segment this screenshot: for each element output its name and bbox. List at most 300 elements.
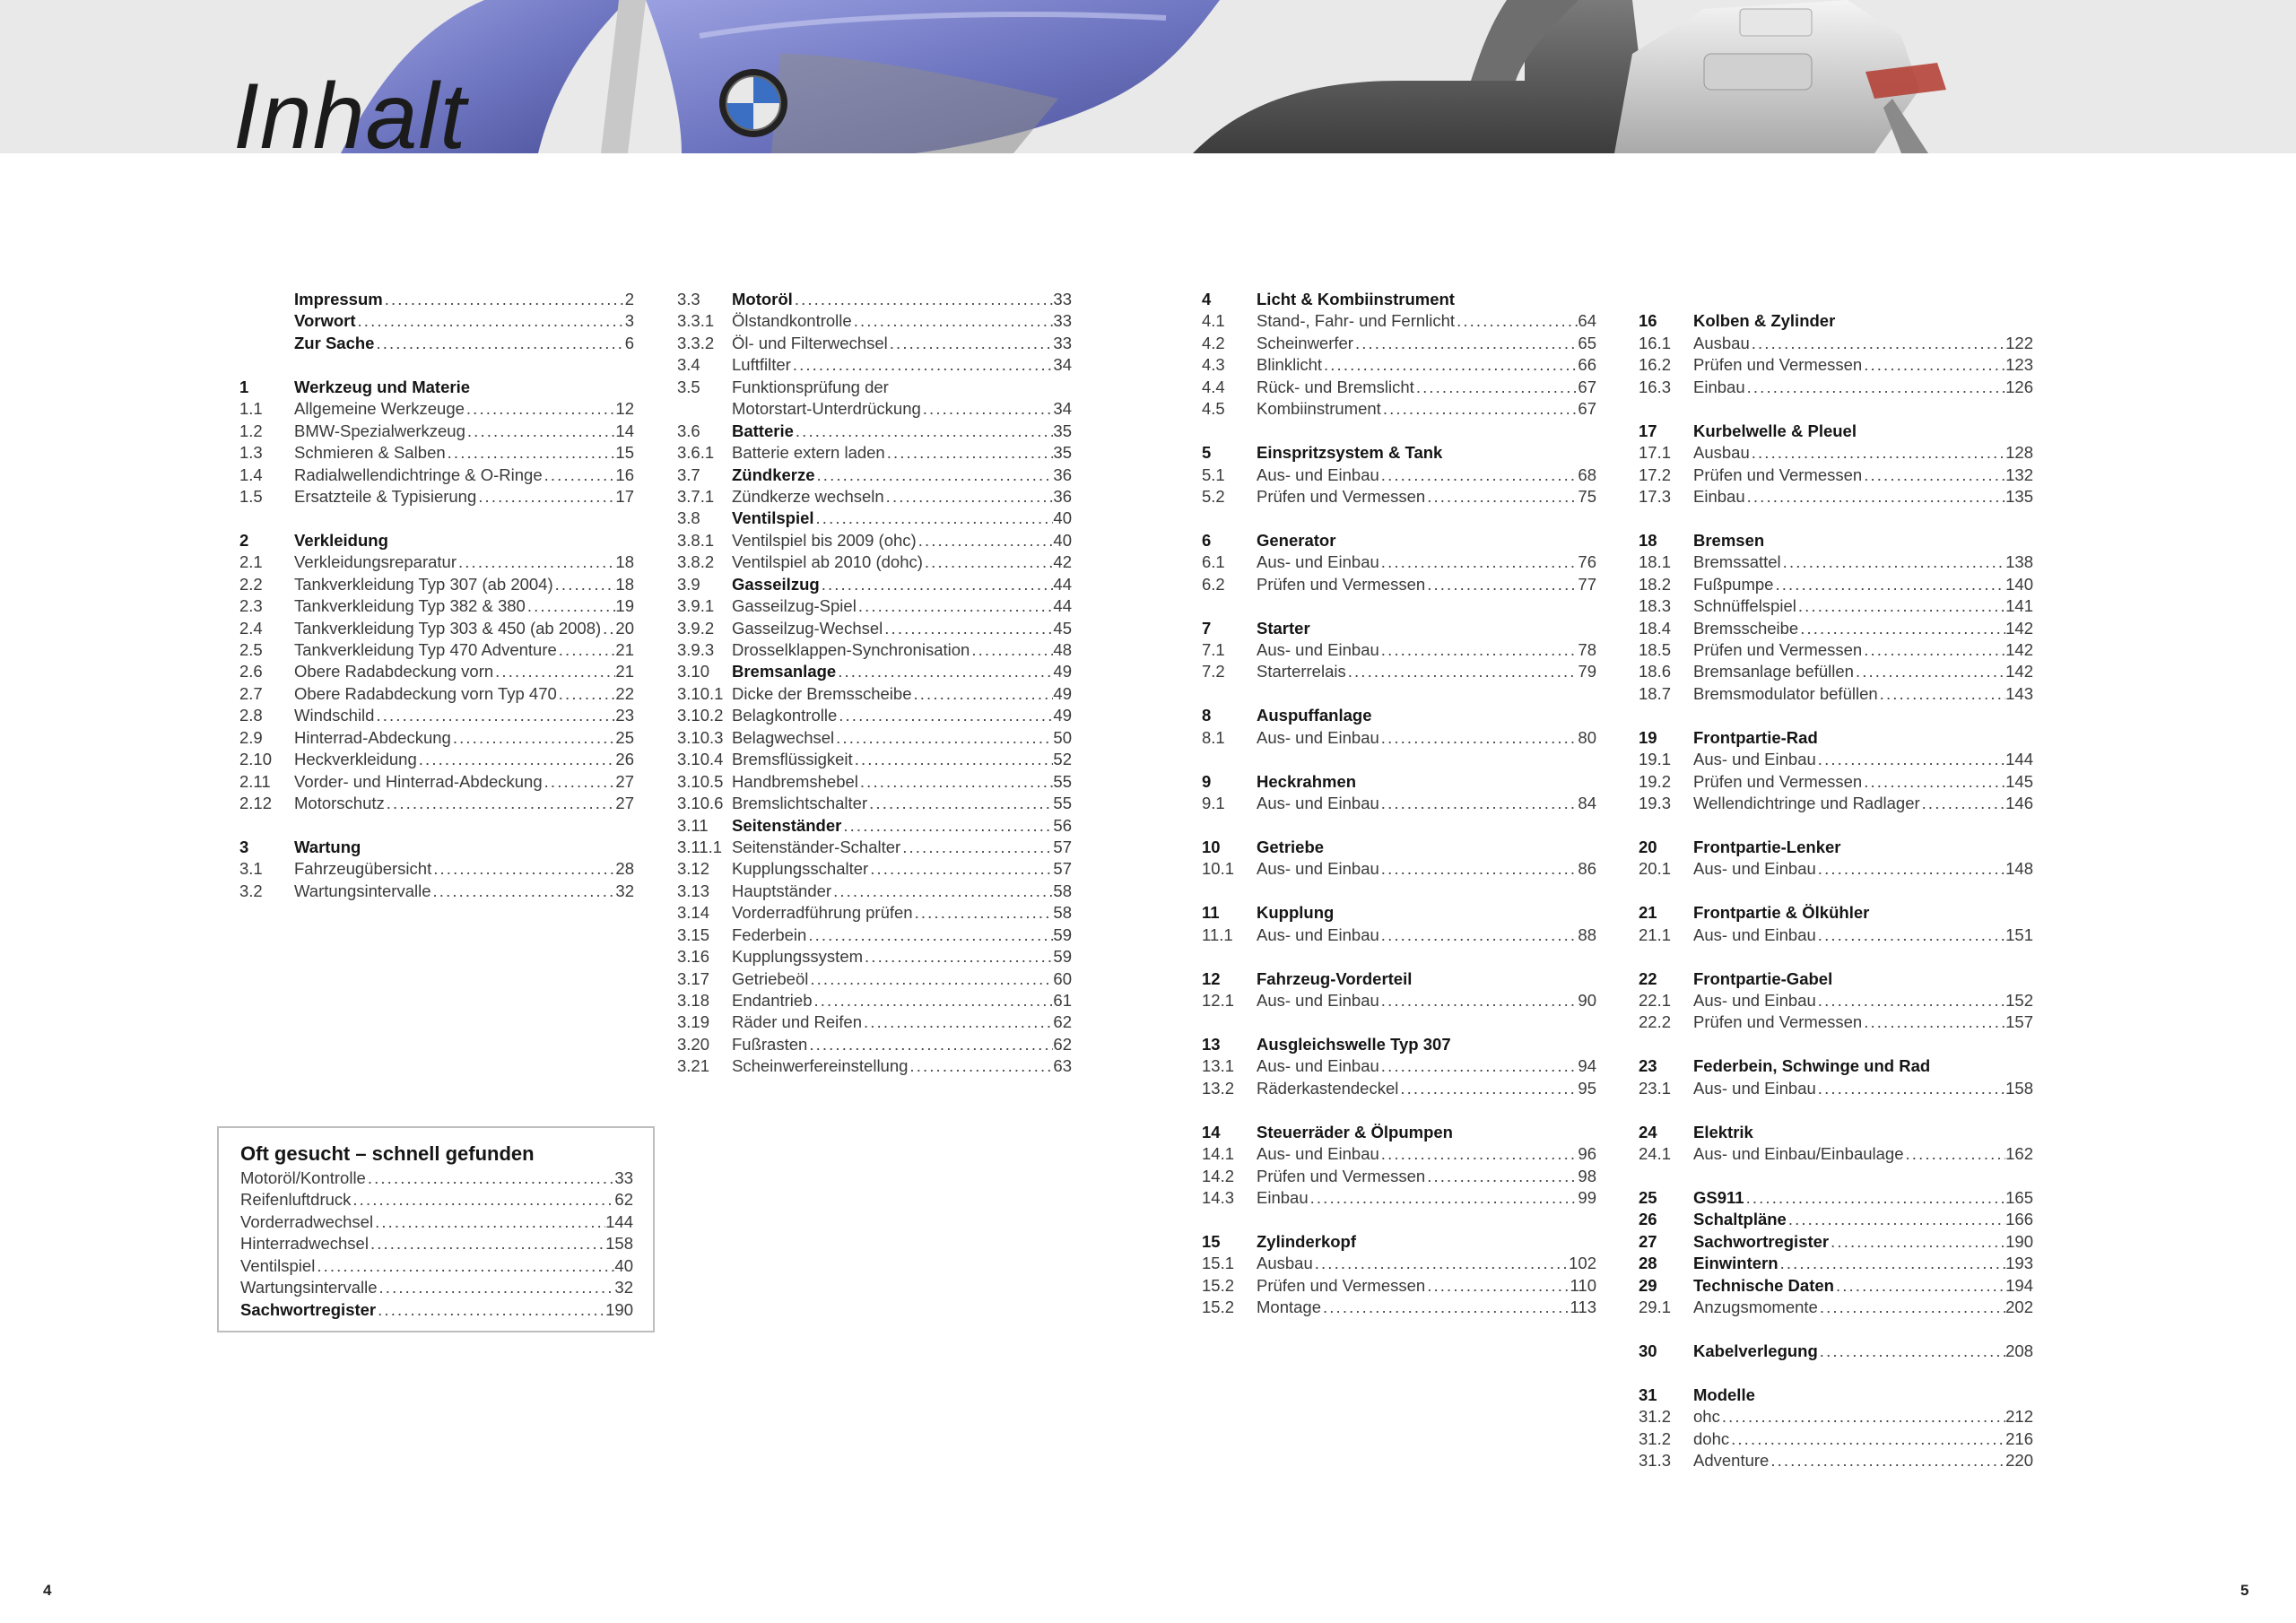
toc-number: 1.3 <box>239 443 263 463</box>
toc-leader-dots <box>1379 464 1578 486</box>
toc-label: Aus- und Einbau <box>1693 991 1816 1010</box>
toc-entry[interactable] <box>1639 683 2033 705</box>
toc-chapter-heading[interactable] <box>1639 421 2033 442</box>
toc-entry[interactable] <box>677 595 1072 617</box>
quick-find-page: 158 <box>605 1234 633 1254</box>
toc-number: 31.2 <box>1639 1407 1672 1427</box>
toc-entry[interactable] <box>1639 574 2033 595</box>
toc-entry[interactable] <box>1639 1297 2033 1318</box>
toc-entry[interactable] <box>677 902 1072 924</box>
toc-entry[interactable] <box>677 464 1072 486</box>
toc-label: Windschild <box>294 706 375 725</box>
toc-entry[interactable] <box>239 464 634 486</box>
toc-entry[interactable] <box>677 793 1072 814</box>
toc-number: 1.2 <box>239 421 263 440</box>
toc-number: 3.10.6 <box>677 794 724 813</box>
toc-entry[interactable] <box>1639 1428 2033 1450</box>
toc-leader-dots <box>369 1233 605 1254</box>
toc-entry[interactable] <box>239 858 634 880</box>
toc-entry[interactable] <box>1639 1143 2033 1165</box>
toc-entry[interactable] <box>677 442 1072 464</box>
toc-page-number: 25 <box>615 727 634 747</box>
toc-entry[interactable] <box>677 683 1072 705</box>
toc-leader-dots <box>970 639 1053 661</box>
toc-entry[interactable] <box>1639 1406 2033 1428</box>
toc-entry[interactable] <box>239 771 634 793</box>
toc-number: 4.2 <box>1202 333 1225 352</box>
toc-spacer <box>1202 508 1596 529</box>
toc-entry[interactable] <box>1202 486 1596 508</box>
toc-chapter-heading[interactable] <box>1639 1341 2033 1362</box>
toc-entry[interactable] <box>239 442 634 464</box>
toc-entry[interactable] <box>677 618 1072 639</box>
toc-number: 18.4 <box>1639 618 1672 638</box>
toc-leader-dots <box>451 727 616 749</box>
toc-label: Handbremshebel <box>732 771 858 791</box>
toc-chapter-heading[interactable] <box>1202 289 1596 310</box>
toc-entry[interactable] <box>677 551 1072 573</box>
toc-label: Anzugsmomente <box>1693 1298 1818 1317</box>
toc-entry[interactable] <box>239 551 634 573</box>
toc-entry[interactable] <box>239 574 634 595</box>
toc-spacer <box>1202 749 1596 770</box>
toc-entry[interactable] <box>239 661 634 682</box>
toc-chapter-heading[interactable] <box>1639 902 2033 924</box>
toc-spacer <box>1202 421 1596 442</box>
toc-label: ohc <box>1693 1407 1720 1427</box>
quick-find-item[interactable] <box>240 1233 633 1254</box>
toc-entry[interactable] <box>239 683 634 705</box>
toc-entry[interactable] <box>1639 1450 2033 1471</box>
toc-leader-dots <box>431 881 616 902</box>
toc-leader-dots <box>1322 354 1578 376</box>
toc-leader-dots <box>1854 661 2005 682</box>
toc-page-number: 79 <box>1578 662 1596 681</box>
toc-page-number: 216 <box>2005 1428 2033 1448</box>
toc-label: Schaltpläne <box>1693 1210 1787 1229</box>
toc-entry[interactable] <box>677 421 1072 442</box>
toc-page-number: 27 <box>615 794 634 813</box>
toc-entry[interactable] <box>677 815 1072 837</box>
toc-number: 29 <box>1639 1275 1657 1295</box>
toc-label: Kolben & Zylinder <box>1693 311 1836 331</box>
toc-label: Tankverkleidung Typ 307 (ab 2004) <box>294 574 553 594</box>
toc-chapter-heading[interactable] <box>1202 968 1596 990</box>
toc-chapter-heading[interactable] <box>1639 968 2033 990</box>
toc-entry[interactable] <box>1202 727 1596 749</box>
toc-number: 6.2 <box>1202 574 1225 594</box>
toc-page-number: 102 <box>1569 1254 1596 1273</box>
toc-entry[interactable] <box>677 639 1072 661</box>
toc-chapter-heading[interactable] <box>1202 837 1596 858</box>
toc-number: 2.7 <box>239 683 263 703</box>
toc-entry[interactable] <box>1639 377 2033 398</box>
toc-page-number: 142 <box>2005 662 2033 681</box>
toc-chapter-heading[interactable] <box>1639 1231 2033 1253</box>
toc-entry[interactable] <box>239 398 634 420</box>
toc-entry[interactable] <box>677 727 1072 749</box>
toc-label: Obere Radabdeckung vorn Typ 470 <box>294 683 557 703</box>
toc-leader-dots <box>1829 1231 2005 1253</box>
toc-leader-dots <box>543 464 616 486</box>
toc-entry[interactable] <box>1639 661 2033 682</box>
toc-entry[interactable] <box>1202 1297 1596 1318</box>
toc-entry[interactable] <box>677 661 1072 682</box>
quick-find-item[interactable] <box>240 1189 633 1211</box>
toc-number: 2.11 <box>239 771 271 791</box>
toc-entry[interactable] <box>1202 377 1596 398</box>
toc-page-number: 190 <box>2005 1231 2033 1251</box>
toc-entry[interactable] <box>239 618 634 639</box>
toc-label: Aus- und Einbau <box>1693 924 1816 944</box>
toc-page-number: 62 <box>1053 1034 1072 1054</box>
toc-number: 23.1 <box>1639 1078 1672 1098</box>
toc-entry[interactable] <box>1639 924 2033 946</box>
toc-entry[interactable] <box>1202 333 1596 354</box>
toc-chapter-heading[interactable] <box>239 377 634 398</box>
quick-find-title: Oft gesucht – schnell gefunden <box>240 1142 535 1165</box>
toc-page-number: 57 <box>1053 859 1072 879</box>
toc-entry[interactable] <box>239 881 634 902</box>
toc-label: Stand-, Fahr- und Fernlicht <box>1257 311 1456 331</box>
toc-leader-dots <box>908 1055 1053 1077</box>
toc-label: Technische Daten <box>1693 1275 1834 1295</box>
toc-leader-dots <box>1425 1166 1578 1187</box>
toc-number: 7.2 <box>1202 662 1225 681</box>
toc-entry[interactable] <box>239 486 634 508</box>
toc-entry[interactable] <box>1639 858 2033 880</box>
toc-entry[interactable] <box>677 377 1072 398</box>
toc-entry[interactable] <box>1202 1143 1596 1165</box>
toc-chapter-heading[interactable] <box>1202 771 1596 793</box>
toc-number: 18.1 <box>1639 552 1672 572</box>
toc-entry[interactable] <box>1202 551 1596 573</box>
toc-entry[interactable] <box>1202 990 1596 1011</box>
toc-entry[interactable] <box>1639 771 2033 793</box>
toc-chapter-heading[interactable] <box>239 530 634 551</box>
toc-entry[interactable] <box>677 946 1072 968</box>
quick-find-label: Ventilspiel <box>240 1255 316 1275</box>
toc-entry[interactable] <box>677 1034 1072 1055</box>
toc-label: Gasseilzug-Spiel <box>732 596 857 616</box>
toc-leader-dots <box>366 1167 615 1189</box>
toc-entry[interactable] <box>1639 464 2033 486</box>
toc-entry[interactable] <box>677 837 1072 858</box>
toc-label: Einspritzsystem & Tank <box>1257 443 1443 463</box>
toc-number: 3.10.1 <box>677 683 724 703</box>
toc-entry[interactable] <box>239 749 634 770</box>
toc-spacer <box>1202 881 1596 902</box>
toc-label: Federbein <box>732 924 807 944</box>
toc-entry[interactable] <box>239 639 634 661</box>
toc-spacer <box>1202 946 1596 968</box>
toc-entry[interactable] <box>677 881 1072 902</box>
toc-label: Adventure <box>1693 1451 1770 1471</box>
toc-number: 3.10.4 <box>677 750 724 769</box>
quick-find-item[interactable] <box>240 1167 633 1189</box>
toc-leader-dots <box>1862 464 2005 486</box>
toc-leader-dots <box>1379 551 1578 573</box>
toc-leader-dots <box>374 333 624 354</box>
toc-leader-dots <box>1313 1253 1569 1274</box>
toc-chapter-heading[interactable] <box>1639 837 2033 858</box>
toc-entry[interactable] <box>1202 1166 1596 1187</box>
toc-leader-dots <box>465 421 616 442</box>
toc-leader-dots <box>1379 990 1578 1011</box>
toc-number: 13.2 <box>1202 1078 1235 1098</box>
quick-find-box <box>217 1126 655 1332</box>
toc-page-number: 44 <box>1053 596 1072 616</box>
toc-number: 3.14 <box>677 903 710 923</box>
toc-chapter-heading[interactable] <box>1639 1055 2033 1077</box>
toc-label: Prüfen und Vermessen <box>1257 574 1426 594</box>
toc-label: Räderkastendeckel <box>1257 1078 1399 1098</box>
toc-chapter-heading[interactable] <box>1639 1275 2033 1297</box>
quick-find-item[interactable] <box>240 1277 633 1298</box>
toc-entry[interactable] <box>1639 749 2033 770</box>
toc-entry[interactable] <box>1202 793 1596 814</box>
toc-number: 18.7 <box>1639 683 1672 703</box>
toc-page-number: 12 <box>615 399 634 419</box>
toc-entry[interactable] <box>1639 354 2033 376</box>
toc-page-number: 48 <box>1053 640 1072 659</box>
page-title: Inhalt <box>233 65 467 169</box>
toc-number: 18 <box>1639 530 1657 550</box>
toc-leader-dots <box>1414 377 1578 398</box>
toc-number: 15.1 <box>1202 1254 1235 1273</box>
toc-number: 29.1 <box>1639 1298 1672 1317</box>
toc-entry[interactable] <box>677 858 1072 880</box>
toc-chapter-heading[interactable] <box>1202 530 1596 551</box>
toc-chapter-heading[interactable] <box>239 837 634 858</box>
toc-entry[interactable] <box>1639 1078 2033 1099</box>
toc-label: Fußrasten <box>732 1034 808 1054</box>
toc-label: Hauptständer <box>732 881 832 900</box>
toc-spacer <box>1639 946 2033 968</box>
toc-entry[interactable] <box>677 574 1072 595</box>
toc-chapter-heading[interactable] <box>1639 1187 2033 1209</box>
toc-label: Fahrzeugübersicht <box>294 859 432 879</box>
toc-entry[interactable] <box>1202 924 1596 946</box>
toc-label: Aus- und Einbau <box>1257 464 1379 484</box>
toc-label: Gasseilzug <box>732 574 820 594</box>
toc-entry[interactable] <box>677 771 1072 793</box>
toc-entry[interactable] <box>1202 354 1596 376</box>
toc-leader-dots <box>888 333 1054 354</box>
toc-leader-dots <box>376 1299 605 1321</box>
toc-entry[interactable] <box>1202 858 1596 880</box>
toc-label: Rück- und Bremslicht <box>1257 377 1414 396</box>
toc-entry[interactable] <box>239 595 634 617</box>
toc-page-number: 94 <box>1578 1056 1596 1076</box>
toc-page-number: 75 <box>1578 486 1596 506</box>
toc-number: 3.16 <box>677 947 710 967</box>
toc-entry[interactable] <box>239 793 634 814</box>
toc-leader-dots <box>923 551 1054 573</box>
toc-entry[interactable] <box>677 705 1072 726</box>
toc-leader-dots <box>1904 1143 2006 1165</box>
quick-find-item[interactable] <box>240 1255 633 1277</box>
toc-number: 2.2 <box>239 574 263 594</box>
toc-label: Werkzeug und Materie <box>294 377 471 396</box>
toc-number: 4.1 <box>1202 311 1225 331</box>
toc-page-number: 57 <box>1053 837 1072 856</box>
toc-number: 16 <box>1639 311 1657 331</box>
toc-entry[interactable] <box>1202 639 1596 661</box>
toc-leader-dots <box>794 421 1054 442</box>
toc-chapter-heading[interactable] <box>1639 530 2033 551</box>
toc-number: 3 <box>239 837 249 856</box>
quick-find-item[interactable] <box>240 1299 633 1321</box>
toc-label: Blinklicht <box>1257 355 1322 375</box>
toc-entry[interactable] <box>1639 618 2033 639</box>
quick-find-item[interactable] <box>240 1211 633 1233</box>
toc-chapter-heading[interactable] <box>1202 618 1596 639</box>
toc-page-number: 22 <box>615 683 634 703</box>
toc-entry[interactable] <box>677 486 1072 508</box>
toc-entry[interactable] <box>677 1011 1072 1033</box>
toc-label: Ventilspiel ab 2010 (dohc) <box>732 552 923 572</box>
toc-chapter-heading[interactable] <box>1639 1384 2033 1406</box>
toc-spacer <box>1202 683 1596 705</box>
toc-entry[interactable] <box>1639 639 2033 661</box>
toc-leader-dots <box>1816 924 2005 946</box>
toc-entry[interactable] <box>1639 551 2033 573</box>
quick-find-page: 32 <box>614 1278 633 1298</box>
toc-entry[interactable] <box>239 421 634 442</box>
toc-label: Federbein, Schwinge und Rad <box>1693 1056 1931 1076</box>
toc-leader-dots <box>351 1189 614 1211</box>
toc-number: 5.1 <box>1202 464 1225 484</box>
toc-entry[interactable] <box>677 508 1072 529</box>
toc-entry[interactable] <box>1202 1055 1596 1077</box>
quick-find-label: Reifenluftdruck <box>240 1190 352 1210</box>
toc-chapter-heading[interactable] <box>1639 1253 2033 1274</box>
toc-chapter-heading[interactable] <box>1202 442 1596 464</box>
toc-label: Scheinwerfer <box>1257 333 1353 352</box>
toc-entry[interactable] <box>1202 464 1596 486</box>
toc-number: 31 <box>1639 1384 1657 1404</box>
toc-entry[interactable] <box>239 705 634 726</box>
toc-number: 3.21 <box>677 1056 710 1076</box>
toc-label: Räder und Reifen <box>732 1012 863 1032</box>
toc-leader-dots <box>921 398 1054 420</box>
toc-chapter-heading[interactable] <box>1639 310 2033 332</box>
toc-entry[interactable] <box>1639 333 2033 354</box>
toc-entry[interactable] <box>1639 793 2033 814</box>
toc-entry[interactable] <box>677 990 1072 1011</box>
toc-number: 12 <box>1202 968 1221 988</box>
toc-number: 18.3 <box>1639 596 1672 616</box>
toc-number: 10.1 <box>1202 859 1235 879</box>
toc-entry[interactable] <box>677 1055 1072 1077</box>
toc-column-3 <box>1202 289 1596 1319</box>
toc-page-number: 212 <box>2005 1407 2033 1427</box>
toc-leader-dots <box>476 486 615 508</box>
toc-entry[interactable] <box>239 727 634 749</box>
toc-number: 3.19 <box>677 1012 710 1032</box>
toc-page-number: 77 <box>1578 574 1596 594</box>
toc-entry[interactable] <box>677 354 1072 376</box>
toc-chapter-heading[interactable] <box>1202 1231 1596 1253</box>
toc-chapter-heading[interactable] <box>1639 1122 2033 1143</box>
toc-page-number: 17 <box>615 486 634 506</box>
toc-entry[interactable] <box>677 310 1072 332</box>
toc-entry[interactable] <box>239 333 634 354</box>
toc-leader-dots <box>457 551 615 573</box>
toc-entry[interactable] <box>1202 1078 1596 1099</box>
toc-entry[interactable] <box>1202 661 1596 682</box>
toc-entry[interactable] <box>1639 1011 2033 1033</box>
toc-page-number: 132 <box>2005 464 2033 484</box>
toc-entry[interactable] <box>1202 1187 1596 1209</box>
toc-chapter-heading[interactable] <box>1202 1122 1596 1143</box>
toc-number: 2.6 <box>239 662 263 681</box>
toc-spacer <box>1639 1166 2033 1187</box>
toc-entry[interactable] <box>1639 442 2033 464</box>
quick-find-label: Hinterradwechsel <box>240 1234 369 1254</box>
toc-page-number: 146 <box>2005 794 2033 813</box>
toc-number: 4.3 <box>1202 355 1225 375</box>
toc-entry[interactable] <box>1639 990 2033 1011</box>
toc-entry[interactable] <box>1202 574 1596 595</box>
toc-number: 5.2 <box>1202 486 1225 506</box>
toc-label: Aus- und Einbau <box>1257 552 1379 572</box>
bmw-logo-icon <box>719 69 787 137</box>
toc-leader-dots <box>493 661 615 682</box>
toc-chapter-heading[interactable] <box>1202 1034 1596 1055</box>
toc-entry[interactable] <box>1639 486 2033 508</box>
toc-entry[interactable] <box>1202 1275 1596 1297</box>
toc-leader-dots <box>1425 486 1578 508</box>
toc-entry[interactable] <box>677 289 1072 310</box>
toc-entry[interactable] <box>1639 595 2033 617</box>
toc-entry[interactable] <box>677 333 1072 354</box>
quick-find-page: 144 <box>605 1211 633 1231</box>
toc-leader-dots <box>1425 574 1578 595</box>
toc-chapter-heading[interactable] <box>1639 727 2033 749</box>
toc-chapter-heading[interactable] <box>1202 705 1596 726</box>
toc-entry[interactable] <box>1202 310 1596 332</box>
toc-entry[interactable] <box>677 924 1072 946</box>
toc-entry[interactable] <box>239 310 634 332</box>
toc-number: 21 <box>1639 903 1657 923</box>
toc-page-number: 50 <box>1053 727 1072 747</box>
toc-entry[interactable] <box>1202 398 1596 420</box>
toc-chapter-heading[interactable] <box>1202 902 1596 924</box>
toc-entry[interactable] <box>239 289 634 310</box>
toc-label: Luftfilter <box>732 355 791 375</box>
toc-leader-dots <box>1729 1428 2005 1450</box>
toc-entry[interactable] <box>677 398 1072 420</box>
toc-entry[interactable] <box>1202 1253 1596 1274</box>
toc-number: 4.4 <box>1202 377 1225 396</box>
toc-number: 6 <box>1202 530 1212 550</box>
toc-chapter-heading[interactable] <box>1639 1209 2033 1230</box>
toc-entry[interactable] <box>677 749 1072 770</box>
toc-label: Bremsanlage befüllen <box>1693 662 1854 681</box>
toc-number: 6.1 <box>1202 552 1225 572</box>
toc-page-number: 55 <box>1053 771 1072 791</box>
toc-page-number: 220 <box>2005 1451 2033 1471</box>
toc-page-number: 58 <box>1053 881 1072 900</box>
toc-page-number: 122 <box>2005 333 2033 352</box>
toc-number: 2.5 <box>239 640 263 659</box>
toc-label: Kombiinstrument <box>1257 399 1381 419</box>
toc-entry[interactable] <box>677 530 1072 551</box>
toc-entry[interactable] <box>677 968 1072 990</box>
toc-number: 24 <box>1639 1122 1657 1141</box>
